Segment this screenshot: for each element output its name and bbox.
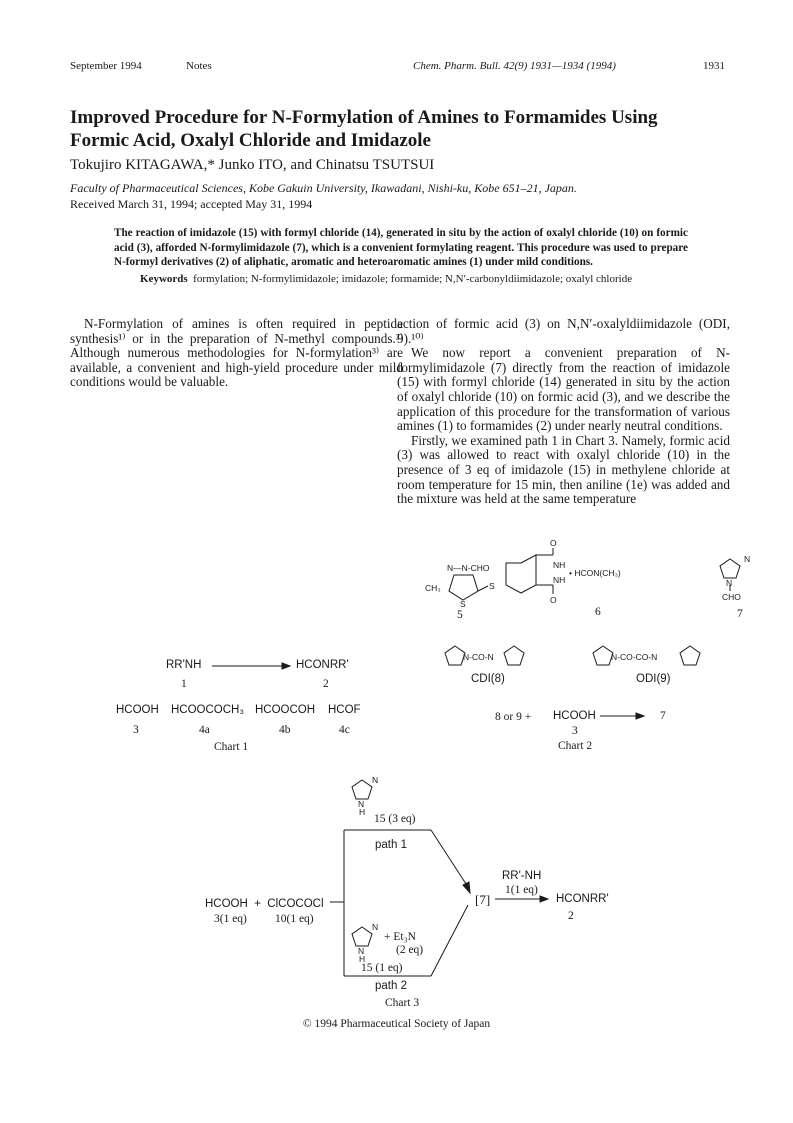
imid-top-nh: N xyxy=(358,799,365,809)
chart2-eq-mid: HCOOH xyxy=(553,710,596,722)
chart3-r1: 3(1 eq) xyxy=(214,913,247,925)
odi-linker: N-CO-CO-N xyxy=(611,652,658,662)
imidazole-ring-cdi-left xyxy=(445,646,465,665)
header-page: 1931 xyxy=(703,60,725,72)
cmp5-s-ring: S xyxy=(460,599,466,609)
path1-arrowhead xyxy=(463,882,470,893)
chart2-label-6: 6 xyxy=(595,606,601,618)
cmp6-o-bottom: O xyxy=(550,595,557,605)
chart1-caption: Chart 1 xyxy=(214,741,249,753)
chart1-compound-4c: HCOF xyxy=(328,704,361,716)
chart1-compound-4b: HCOOCOH xyxy=(255,704,316,716)
cmp5-ch3: CH₃ xyxy=(425,583,441,593)
paragraph: action of formic acid (3) on N,N′-oxalyldiimidazole (ODI, 9).¹⁰⁾ xyxy=(397,316,730,346)
cdi-linker: N-CO-N xyxy=(463,652,494,662)
benzene-ring xyxy=(506,555,536,593)
chart1-label-4a: 4a xyxy=(199,724,210,736)
chart3-reactants: HCOOH + ClCOCOCl xyxy=(205,898,324,910)
article-title: Improved Procedure for N-Formylation of Amines to Formamides Using Formic Acid, Oxalyl Chloride and Imidazole xyxy=(70,107,658,151)
imidazole-ring-cdi-right xyxy=(504,646,524,665)
keywords-label: Keywords xyxy=(140,273,188,285)
imidazole-ring-bottom xyxy=(352,927,372,946)
imidazole-ring-odi-right xyxy=(680,646,700,665)
chart3-base: + Et₃N xyxy=(384,931,416,943)
chart3-amine-eq: 1(1 eq) xyxy=(505,884,538,896)
imidazole-ring-odi-left xyxy=(593,646,613,665)
chart1-label-4c: 4c xyxy=(339,724,350,736)
cmp7-n-top: N xyxy=(744,554,751,564)
thiadiazoline-ring xyxy=(449,575,478,600)
imid-bottom-n: N xyxy=(372,922,379,932)
header-citation: Chem. Pharm. Bull. 42(9) 1931—1934 (1994) xyxy=(413,60,616,72)
article-abstract: The reaction of imidazole (15) with formyl chloride (14), generated in situ by the action of oxalyl chloride (10) on formic acid (3), afforded N-formylimidazole (7), which is a convenient formylating reagent. This procedure was used to prepare N-formyl derivatives (2) of aliphatic, aromatic and heteroaromatic amines (1) under mild conditions. xyxy=(114,227,688,268)
chart3-r2: 10(1 eq) xyxy=(275,913,314,925)
chart1-product: HCONRR' xyxy=(296,659,349,671)
chart3-caption: Chart 3 xyxy=(385,997,420,1009)
chart2-eq-left: 8 or 9 + xyxy=(495,711,532,723)
chart2-label-7: 7 xyxy=(737,608,743,620)
path1-diagonal xyxy=(431,830,468,887)
chart2-eq-right: 7 xyxy=(660,710,666,722)
imid-top-h: H xyxy=(359,807,366,817)
chart3-product-n: 2 xyxy=(568,910,574,922)
chart3-arrowhead xyxy=(540,896,548,902)
cmp6-dmf: • HCON(CH₃) xyxy=(569,568,621,578)
paragraph: N-Formylation of amines is often required in peptide synthesis¹⁾ or in the preparation of N-methyl compounds.²⁾ Although numerous methodologies for N-formylation³⁾ are available, a convenient and high-yield procedure under mild conditions would be valuable. xyxy=(70,316,403,390)
paragraph: Firstly, we examined path 1 in Chart 3. Namely, formic acid (3) was allowed to react with oxalyl chloride (10) in the presence of 3 eq of imidazole (15) in methylene chloride at room temperature for 15 min, then aniline (1e) was added and the mixture was held at the same temperature xyxy=(397,432,730,507)
article-received: Received March 31, 1994; accepted May 31, 1994 xyxy=(70,197,313,211)
chart1-compound-4a: HCOOCOCH₃ xyxy=(171,704,245,716)
imidazole-ring-top xyxy=(352,780,372,799)
chart2-caption: Chart 2 xyxy=(558,740,593,752)
chart3-base-eq: (2 eq) xyxy=(396,944,424,956)
chart3-path1: path 1 xyxy=(375,839,407,851)
cmp6-nh-bottom: NH xyxy=(553,575,566,585)
cmp6-o-top: O xyxy=(550,538,557,548)
thione-bond xyxy=(478,586,488,591)
chart3-amine: RR'-NH xyxy=(502,870,542,882)
cmp7-n-bottom: N xyxy=(726,578,733,588)
cmp5-nn-cho: N—N-CHO xyxy=(447,563,490,573)
chart3-top-label: 15 (3 eq) xyxy=(374,813,416,825)
odi-label: ODI(9) xyxy=(636,673,671,685)
cmp5-s-thione: S xyxy=(489,581,495,591)
cmp6-nh-top: NH xyxy=(553,560,566,570)
article-authors: Tokujiro KITAGAWA,* Junko ITO, and Chinatsu TSUTSUI xyxy=(70,157,435,173)
imid-bottom-nh: N xyxy=(358,946,365,956)
chart1-arrowhead xyxy=(282,663,290,669)
header-date: September 1994 xyxy=(70,60,142,72)
keywords-text: formylation; N-formylimidazole; imidazole; formamide; N,N′-carbonyldiimidazole; oxalyl chloride xyxy=(193,273,633,285)
chart1-label-4b: 4b xyxy=(279,724,291,736)
chart1-reactant: RR'NH xyxy=(166,659,202,671)
chart1-label-2: 2 xyxy=(323,678,329,690)
chart2-eq-n3: 3 xyxy=(572,725,578,737)
chart3-bottom-label: 15 (1 eq) xyxy=(361,962,403,974)
cdi-label: CDI(8) xyxy=(471,673,505,685)
chart3-product: HCONRR' xyxy=(556,893,609,905)
copyright-footer: © 1994 Pharmaceutical Society of Japan xyxy=(302,1018,491,1030)
imidazole-ring-7 xyxy=(720,559,740,578)
chart1-label-3: 3 xyxy=(133,724,139,736)
article-affiliation: Faculty of Pharmaceutical Sciences, Kobe Gakuin University, Ikawadani, Nishi-ku, Kobe 651–21, Japan. xyxy=(70,181,577,195)
cmp7-cho: CHO xyxy=(722,592,741,602)
chart2-arrowhead xyxy=(636,713,644,719)
chart2-label-5: 5 xyxy=(457,609,463,621)
imid-bottom-h: H xyxy=(359,954,366,964)
chart1-compound-3: HCOOH xyxy=(116,704,159,716)
chart1-label-1: 1 xyxy=(181,678,187,690)
paragraph: We now report a convenient preparation of N-formylimidazole (7) directly from the reaction of imidazole (15) with formyl chloride (14) generated in situ by the action of oxalyl chloride (10) on formic acid (3), and we describe the application of this procedure for the transformation of various amines (1) to formamides (2) under nearly neutral conditions. xyxy=(397,345,730,434)
chart3-path2: path 2 xyxy=(375,980,407,992)
chart3-intermediate: [7] xyxy=(475,892,491,907)
imid-top-n: N xyxy=(372,775,379,785)
header-section: Notes xyxy=(186,60,212,72)
path2-diagonal xyxy=(431,905,468,976)
